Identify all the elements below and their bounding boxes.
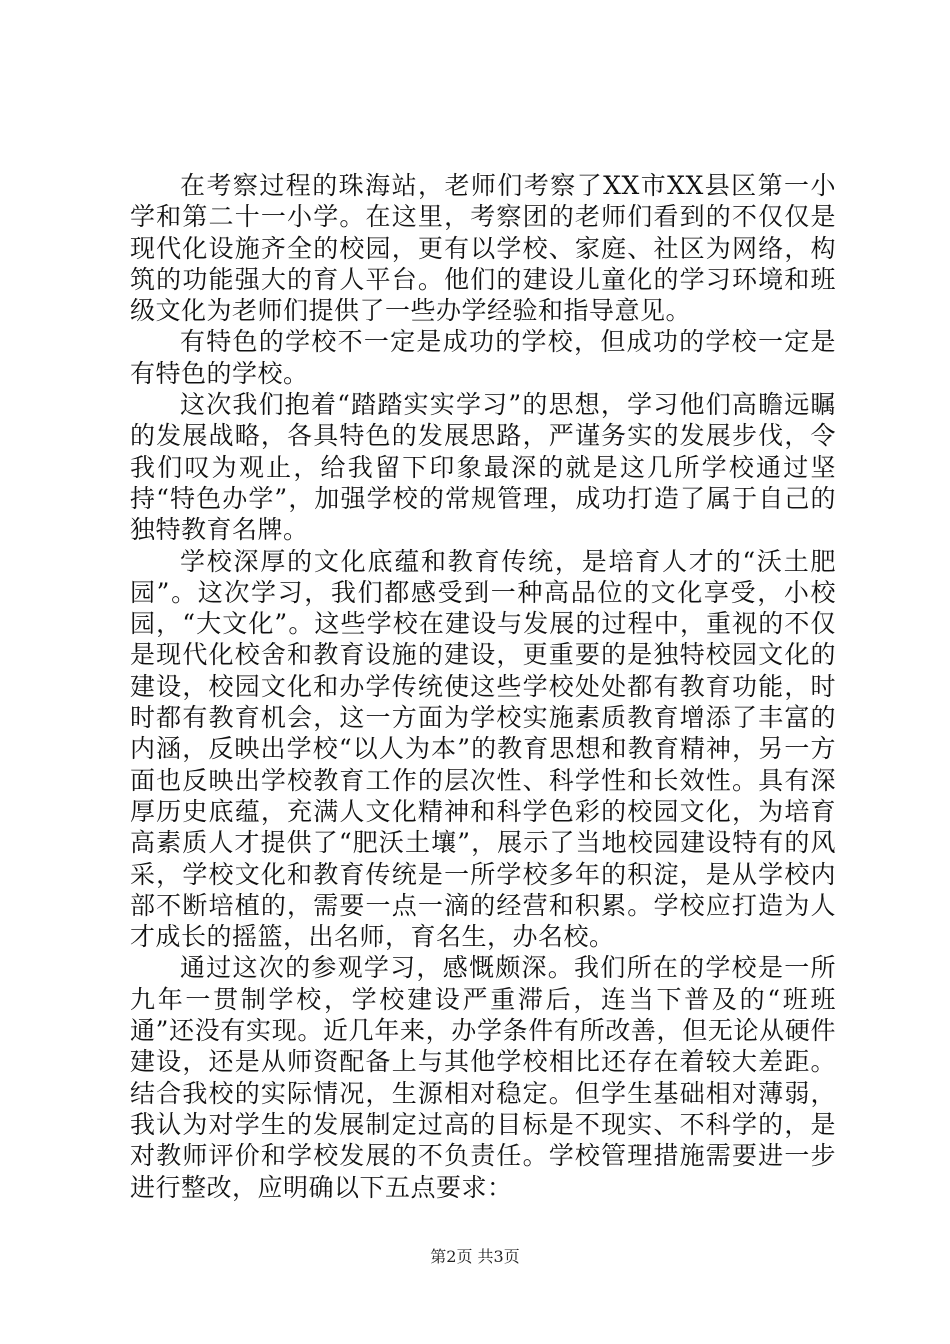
paragraph-school-culture: 学校深厚的文化底蕴和教育传统，是培育人才的“沃土肥园”。这次学习，我们都感受到一种高品位的文化享受，小校园，“大文化”。这些学校在建设与发展的过程中，重视的不仅是现代化校舍和教育设施的建设，更重要的是独特校园文化的建设，校园文化和办学传统使这些学校处处都有教育功能，时时都有教育机会，这一方面为学校实施素质教育增添了丰富的内涵，反映出学校“以人为本”的教育思想和教育精神，另一方面也反映出学校教育工作的层次性、科学性和长效性。具有深厚历史底蕴，充满人文化精神和科学色彩的校园文化，为培育高素质人才提供了“肥沃土壤”，展示了当地校园建设特有的风采，学校文化和教育传统是一所学校多年的积淀，是从学校内部不断培植的，需要一点一滴的经营和积累。学校应打造为人才成长的摇篮，出名师，育名生，办名校。 xyxy=(130,546,836,952)
page-number-footer: 第2页 共3页 xyxy=(430,1247,520,1266)
paragraph-study-attitude: 这次我们抱着“踏踏实实学习”的思想，学习他们高瞻远瞩的发展战略，各具特色的发展思路，严谨务实的发展步伐，令我们叹为观止，给我留下印象最深的就是这几所学校通过坚持“特色办学”，加强学校的常规管理，成功打造了属于自己的独特教育名牌。 xyxy=(130,390,836,545)
paragraph-zhuhai-visit: 在考察过程的珠海站，老师们考察了XX市XX县区第一小学和第二十一小学。在这里，考察团的老师们看到的不仅仅是现代化设施齐全的校园，更有以学校、家庭、社区为网络，构筑的功能强大的育人平台。他们的建设儿童化的学习环境和班级文化为老师们提供了一些办学经验和指导意见。 xyxy=(130,171,836,326)
paragraph-featured-school: 有特色的学校不一定是成功的学校，但成功的学校一定是有特色的学校。 xyxy=(130,327,836,388)
paragraph-reflection: 通过这次的参观学习，感慨颇深。我们所在的学校是一所九年一贯制学校，学校建设严重滞后，连当下普及的“班班通”还没有实现。近几年来，办学条件有所改善，但无论从硬件建设，还是从师资配备上与其他学校相比还存在着较大差距。结合我校的实际情况，生源相对稳定。但学生基础相对薄弱，我认为对学生的发展制定过高的目标是不现实、不科学的，是对教师评价和学校发展的不负责任。学校管理措施需要进一步进行整改，应明确以下五点要求： xyxy=(130,953,836,1202)
document-body xyxy=(130,170,836,1203)
